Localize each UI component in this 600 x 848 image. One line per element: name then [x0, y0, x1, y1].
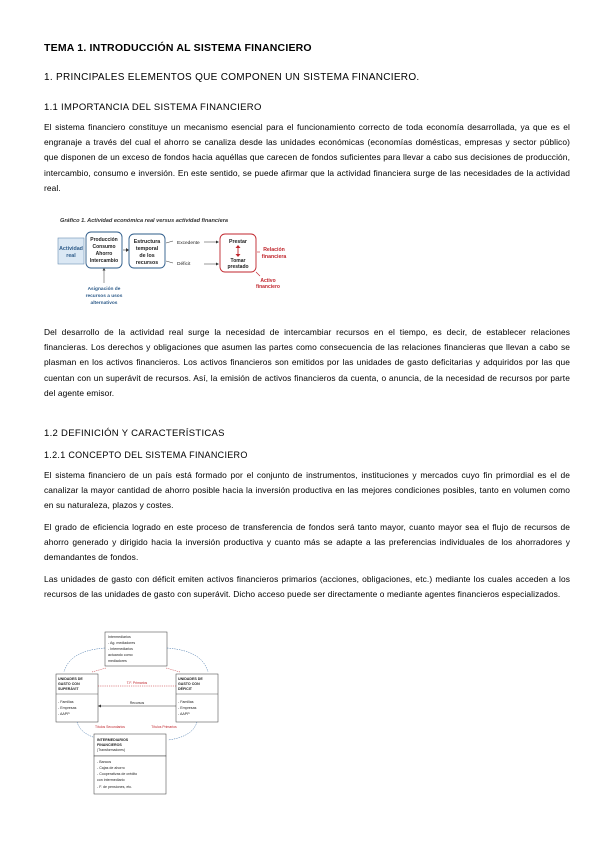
svg-text:Prestar: Prestar: [229, 239, 247, 245]
svg-text:- Empresas: - Empresas: [178, 706, 197, 710]
svg-text:Producción: Producción: [90, 237, 118, 243]
svg-text:INTERMEDIARIOS: INTERMEDIARIOS: [97, 738, 129, 742]
svg-text:recursos a usos: recursos a usos: [85, 294, 123, 299]
svg-text:temporal: temporal: [135, 246, 159, 252]
paragraph-concept: El sistema financiero de un país está formado por el conjunto de instrumentos, instituciones y mercados cuyo fin primordial es el de canalizar la mayor cantidad de ahorro posible hacia la inversión productiva en las mejores condiciones posibles, tanto en volumen como en su naturaleza, plazos y costes.: [44, 470, 570, 511]
svg-text:recursos: recursos: [135, 260, 159, 266]
svg-text:GASTO CON: GASTO CON: [178, 682, 200, 686]
svg-text:alternativos: alternativos: [90, 301, 118, 306]
section-heading-1: 1. PRINCIPALES ELEMENTOS QUE COMPONEN UN SISTEMA FINANCIERO.: [44, 72, 420, 83]
excedente-label: Excedente: [177, 241, 200, 246]
svg-text:- Ag. mediadores: - Ag. mediadores: [108, 641, 136, 645]
svg-text:- Familias: - Familias: [178, 700, 194, 704]
svg-text:prestado: prestado: [227, 264, 249, 270]
svg-text:con intermediario: con intermediario: [97, 778, 125, 782]
document-title: TEMA 1. INTRODUCCIÓN AL SISTEMA FINANCIERO: [44, 42, 312, 54]
svg-text:UNIDADES DE: UNIDADES DE: [58, 677, 83, 681]
svg-text:Tomar: Tomar: [230, 258, 246, 264]
svg-text:actuando como: actuando como: [108, 653, 133, 657]
svg-text:FINANCIEROS: FINANCIEROS: [97, 743, 122, 747]
svg-text:UNIDADES DE: UNIDADES DE: [178, 677, 203, 681]
subsection-heading-1-2: 1.2 DEFINICIÓN Y CARACTERÍSTICAS: [44, 428, 225, 439]
svg-text:Intermediarios: Intermediarios: [108, 635, 131, 639]
svg-text:SUPERÁVIT: SUPERÁVIT: [58, 687, 79, 691]
primary-titles-label: Títulos Primarios: [151, 725, 177, 729]
svg-text:- Empresas: - Empresas: [58, 706, 77, 710]
paragraph-deficit-units: Las unidades de gasto con déficit emiten activos financieros primarios (acciones, obligaciones, etc.) mediante los cuales acceden a los recursos de las unidades de gasto con superávit. Dicho acceso puede ser directamente o mediante agentes financieros especializados.: [44, 574, 570, 600]
svg-text:- Bancos: - Bancos: [97, 760, 112, 764]
deficit-label: Déficit: [177, 262, 191, 267]
svg-text:financiero: financiero: [256, 284, 280, 290]
paragraph-financial-relations: Del desarrollo de la actividad real surge la necesidad de intercambiar recursos en el tiempo, es decir, de establecer relaciones financieras. Los derechos y obligaciones que asumen las partes como consecuencia de las relaciones financieras que llevan a cabo se plasman en los activos financieros. Los activos financieros son emitidos por las unidades de gasto deficitarias y adquiridos por las que cuentan con un superávit de recursos. Así, la emisión de activos financieros da cuenta, o anuncia, de la necesidad de recursos por parte del agente emisor.: [44, 327, 570, 398]
svg-text:GASTO CON: GASTO CON: [58, 682, 80, 686]
subsection-heading-1-2-1: 1.2.1 CONCEPTO DEL SISTEMA FINANCIERO: [44, 450, 248, 460]
svg-text:- F. de pensiones, etc.: - F. de pensiones, etc.: [97, 785, 133, 789]
paragraph-importance: El sistema financiero constituye un mecanismo esencial para el funcionamiento correcto de toda economía desarrollada, ya que es el engranaje a través del cual el ahorro se canaliza desde las unidades económicas (economías domésticas, empresas y sector público) que disponen de un exceso de fondos hacia aquéllas que carecen de fondos suficientes para llevar a cabo sus decisiones de producción, intercambio, consumo e inversión. En este sentido, se puede afirmar que la actividad financiera surge de las necesidades de la actividad real.: [44, 122, 570, 193]
svg-text:Estructura: Estructura: [133, 239, 161, 245]
svg-text:Consumo: Consumo: [92, 244, 116, 250]
svg-text:- Cooperativas de crédito: - Cooperativas de crédito: [97, 772, 138, 776]
svg-text:- Cajas de ahorro: - Cajas de ahorro: [97, 766, 125, 770]
svg-text:financiera: financiera: [261, 254, 287, 260]
svg-text:- Familias: - Familias: [58, 700, 74, 704]
paragraph-efficiency: El grado de eficiencia logrado en este proceso de transferencia de fondos será tanto mayor, cuanto mayor sea el flujo de recursos de ahorro generado y dirigido hacia la inversión productiva y cuanto más se adapte a las preferencias individuales de los ahorradores y demandantes de fondos.: [44, 522, 570, 563]
svg-text:Asignación de: Asignación de: [87, 287, 121, 292]
svg-text:Relación: Relación: [263, 247, 285, 253]
figure-caption: Gráfico 1. Actividad económica real versus actividad financiera: [60, 218, 228, 224]
svg-text:Actividad: Actividad: [59, 246, 83, 252]
svg-text:de los: de los: [139, 253, 155, 259]
figure-financial-system-flows: [50, 628, 240, 800]
svg-text:DÉFICIT: DÉFICIT: [178, 687, 192, 691]
svg-text:mediadores: mediadores: [108, 659, 127, 663]
resources-label: Recursos: [129, 701, 145, 705]
secondary-titles-label: Títulos Secundarios: [95, 725, 125, 729]
tf-primary-label: T.F. Primarios: [126, 681, 148, 685]
subsection-heading-1-1: 1.1 IMPORTANCIA DEL SISTEMA FINANCIERO: [44, 102, 262, 113]
figure-real-vs-financial-activity: [56, 212, 290, 312]
svg-text:Intercambio: Intercambio: [89, 258, 119, 264]
svg-text:Activo: Activo: [260, 278, 276, 284]
svg-text:- AAPP: - AAPP: [178, 712, 190, 716]
svg-text:Ahorro: Ahorro: [95, 251, 113, 257]
svg-text:(Transformadores): (Transformadores): [97, 748, 125, 752]
svg-text:- Intermediarios: - Intermediarios: [108, 647, 133, 651]
svg-text:- AAPP: - AAPP: [58, 712, 70, 716]
svg-text:real: real: [66, 253, 76, 259]
